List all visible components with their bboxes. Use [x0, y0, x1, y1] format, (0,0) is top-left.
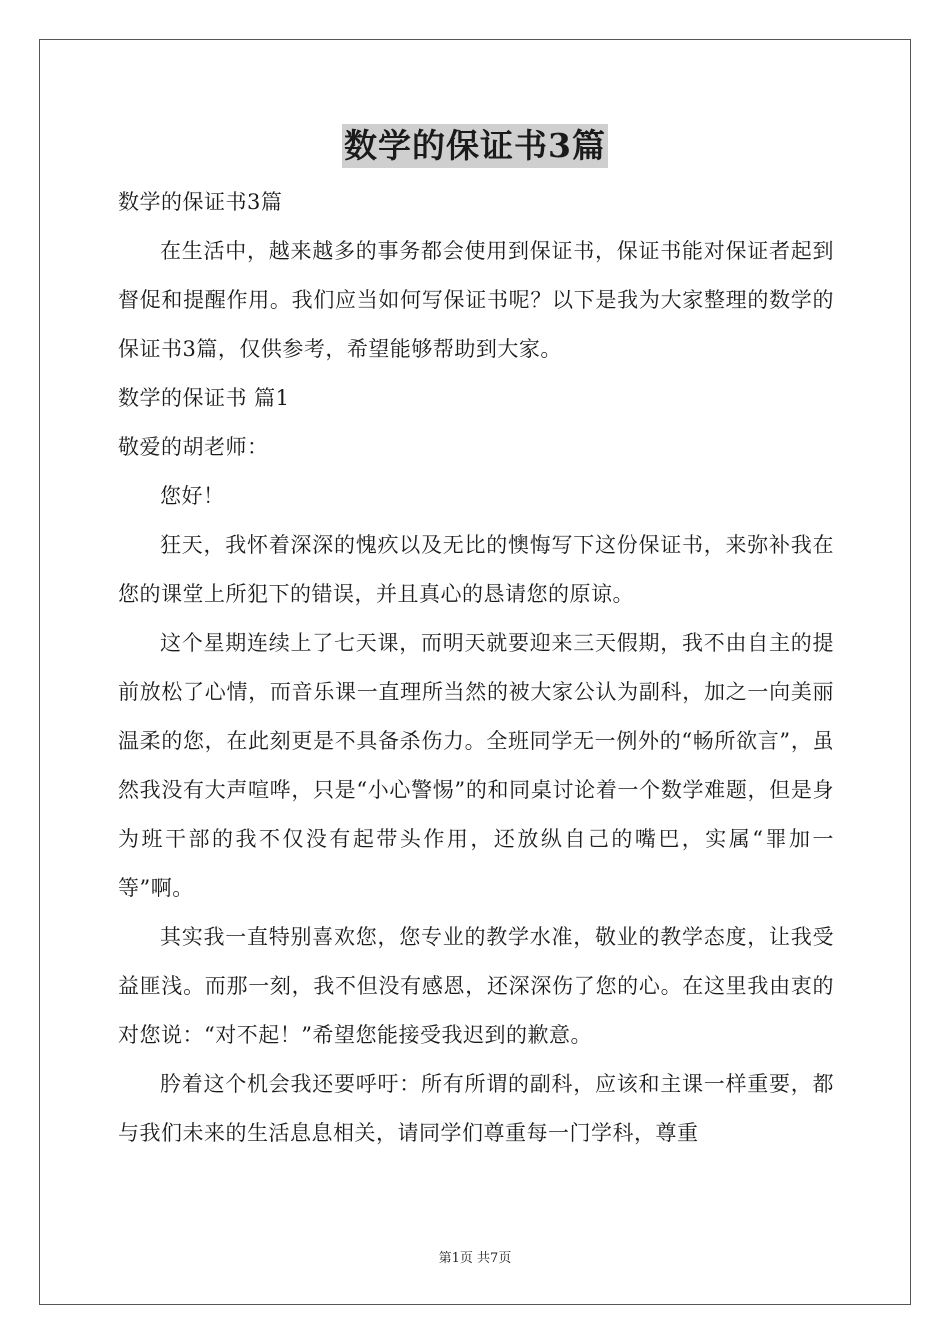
paragraph-intro: 在生活中，越来越多的事务都会使用到保证书，保证书能对保证者起到督促和提醒作用。我们应当如何写保证书呢？以下是我为大家整理的数学的保证书3篇，仅供参考，希望能够帮助到大家。: [118, 239, 834, 361]
page-footer: 第1页 共7页: [438, 1251, 512, 1266]
paragraph-greeting: 您好！: [160, 484, 225, 508]
paragraph-body-2: 这个星期连续上了七天课，而明天就要迎来三天假期，我不由自主的提前放松了心情，而音乐课一直理所当然的被大家公认为副科，加之一向美丽温柔的您，在此刻更是不具备杀伤力。全班同学无一例外的“畅所欲言”，虽然我没有大声喧哗，只是“小心警惕”的和同桌讨论着一个数学难题，但是身为班干部的我不仅没有起带头作用，还放纵自己的嘴巴，实属“罪加一等”啊。: [118, 631, 834, 900]
paragraph-salutation: 敬爱的胡老师：: [118, 435, 269, 459]
title-wrap: [0, 124, 950, 168]
paragraph-section-heading: 数学的保证书 篇1: [118, 386, 290, 410]
document-title: 数学的保证书3篇: [342, 124, 608, 168]
paragraph-body-4: 肣着这个机会我还要呼吁：所有所谓的副科，应该和主课一样重要，都与我们未来的生活息息相关，请同学们尊重每一门学科，尊重: [118, 1072, 834, 1145]
document-body: [118, 178, 834, 1158]
paragraph-body-1: 狂天，我怀着深深的愧疚以及无比的懊悔写下这份保证书，来弥补我在您的课堂上所犯下的错误，并且真心的恳请您的原谅。: [118, 533, 834, 606]
paragraph-heading: 数学的保证书3篇: [118, 190, 283, 214]
paragraph-body-3: 其实我一直特别喜欢您，您专业的教学水准，敬业的教学态度，让我受益匪浅。而那一刻，我不但没有感恩，还深深伤了您的心。在这里我由衷的对您说：“对不起！”希望您能接受我迟到的歉意。: [118, 925, 834, 1047]
